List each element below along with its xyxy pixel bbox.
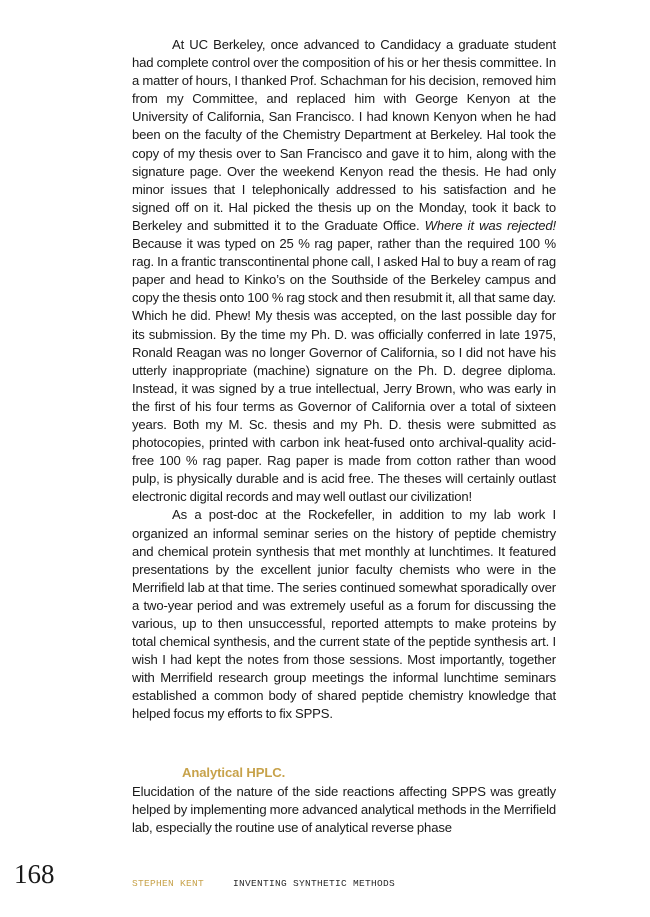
paragraph-thesis-text-b: Because it was typed on 25 % rag paper, rather than the required 100 % rag. In a frantic transcontinental phone call, I asked Hal to buy a ream of rag paper and head to Kinko’s on the Southside of the Berkeley campus and copy the thesis onto 100 % rag stock and then resubmit it, all that same day. Which he did. Phew! My thesis was accepted, on the last possible day for its submission. By the time my Ph. D. was officially conferred in late 1975, Ronald Reagan was no longer Governor of California, so I did not have his utterly inappropriate (machine) signature on the Ph. D. degree diploma. Instead, it was signed by a true intellectual, Jerry Brown, who was early in the first of his four terms as Governor of California over a total of sixteen years. Both my M. Sc. thesis and my Ph. D. thesis were submitted as photocopies, printed with carbon ink heat-fused onto archival-quality acid-free 100 % rag paper. Rag paper is made from cotton rather than wood pulp, is physically durable and is acid free. The theses will certainly outlast electronic digital records and may well outlast our civilization! <box>132 236 556 505</box>
paragraph-thesis-text-a: At UC Berkeley, once advanced to Candidacy a graduate student had complete control over the composition of his or her thesis committee. In a matter of hours, I thanked Prof. Schachman for his decision, removed him from my Committee, and replaced him with George Kenyon at the University of California, San Francisco. I had known Kenyon when he had been on the faculty of the Chemistry Department at Berkeley. Hal took the copy of my thesis over to San Francisco and gave it to him, along with the signature page. Over the weekend Kenyon read the thesis. He had only minor issues that I telephonically addressed to his satisfaction and he signed off on it. Hal picked the thesis up on the Monday, took it back to Berkeley and submitted it to the Graduate Office. <box>132 37 556 233</box>
paragraph-thesis <box>132 36 556 506</box>
running-footer-author: STEPHEN KENT <box>132 878 205 889</box>
section-heading: Analytical HPLC. <box>182 765 286 780</box>
emphasis-rejected: Where it was rejected! <box>424 217 557 233</box>
section-text-block <box>132 783 556 837</box>
running-footer-title: INVENTING SYNTHETIC METHODS <box>233 878 396 889</box>
main-text-block <box>132 36 556 724</box>
page-number: 168 <box>14 859 55 889</box>
paragraph-hplc: Elucidation of the nature of the side reactions affecting SPPS was greatly helped by implementing more advanced analytical methods in the Merrifield lab, especially the routine use of analytical reverse phase <box>132 784 556 836</box>
paragraph-postdoc: As a post-doc at the Rockefeller, in addition to my lab work I organized an informal seminar series on the history of peptide chemistry and chemical protein synthesis that met monthly at lunchtimes. It featured presentations by the excellent junior faculty chemists who were in the Merrifield lab at that time. The series continued somewhat sporadically over a two-year period and was extremely useful as a forum for discussing the various, up to then unsuccessful, reported attempts to make proteins by total chemical synthesis, and the current state of the peptide synthesis art. I wish I had kept the notes from those sessions. Most importantly, together with Merrifield research group meetings the informal lunchtime seminars established a common body of shared peptide chemistry knowledge that helped focus my efforts to fix SPPS. <box>132 507 556 722</box>
